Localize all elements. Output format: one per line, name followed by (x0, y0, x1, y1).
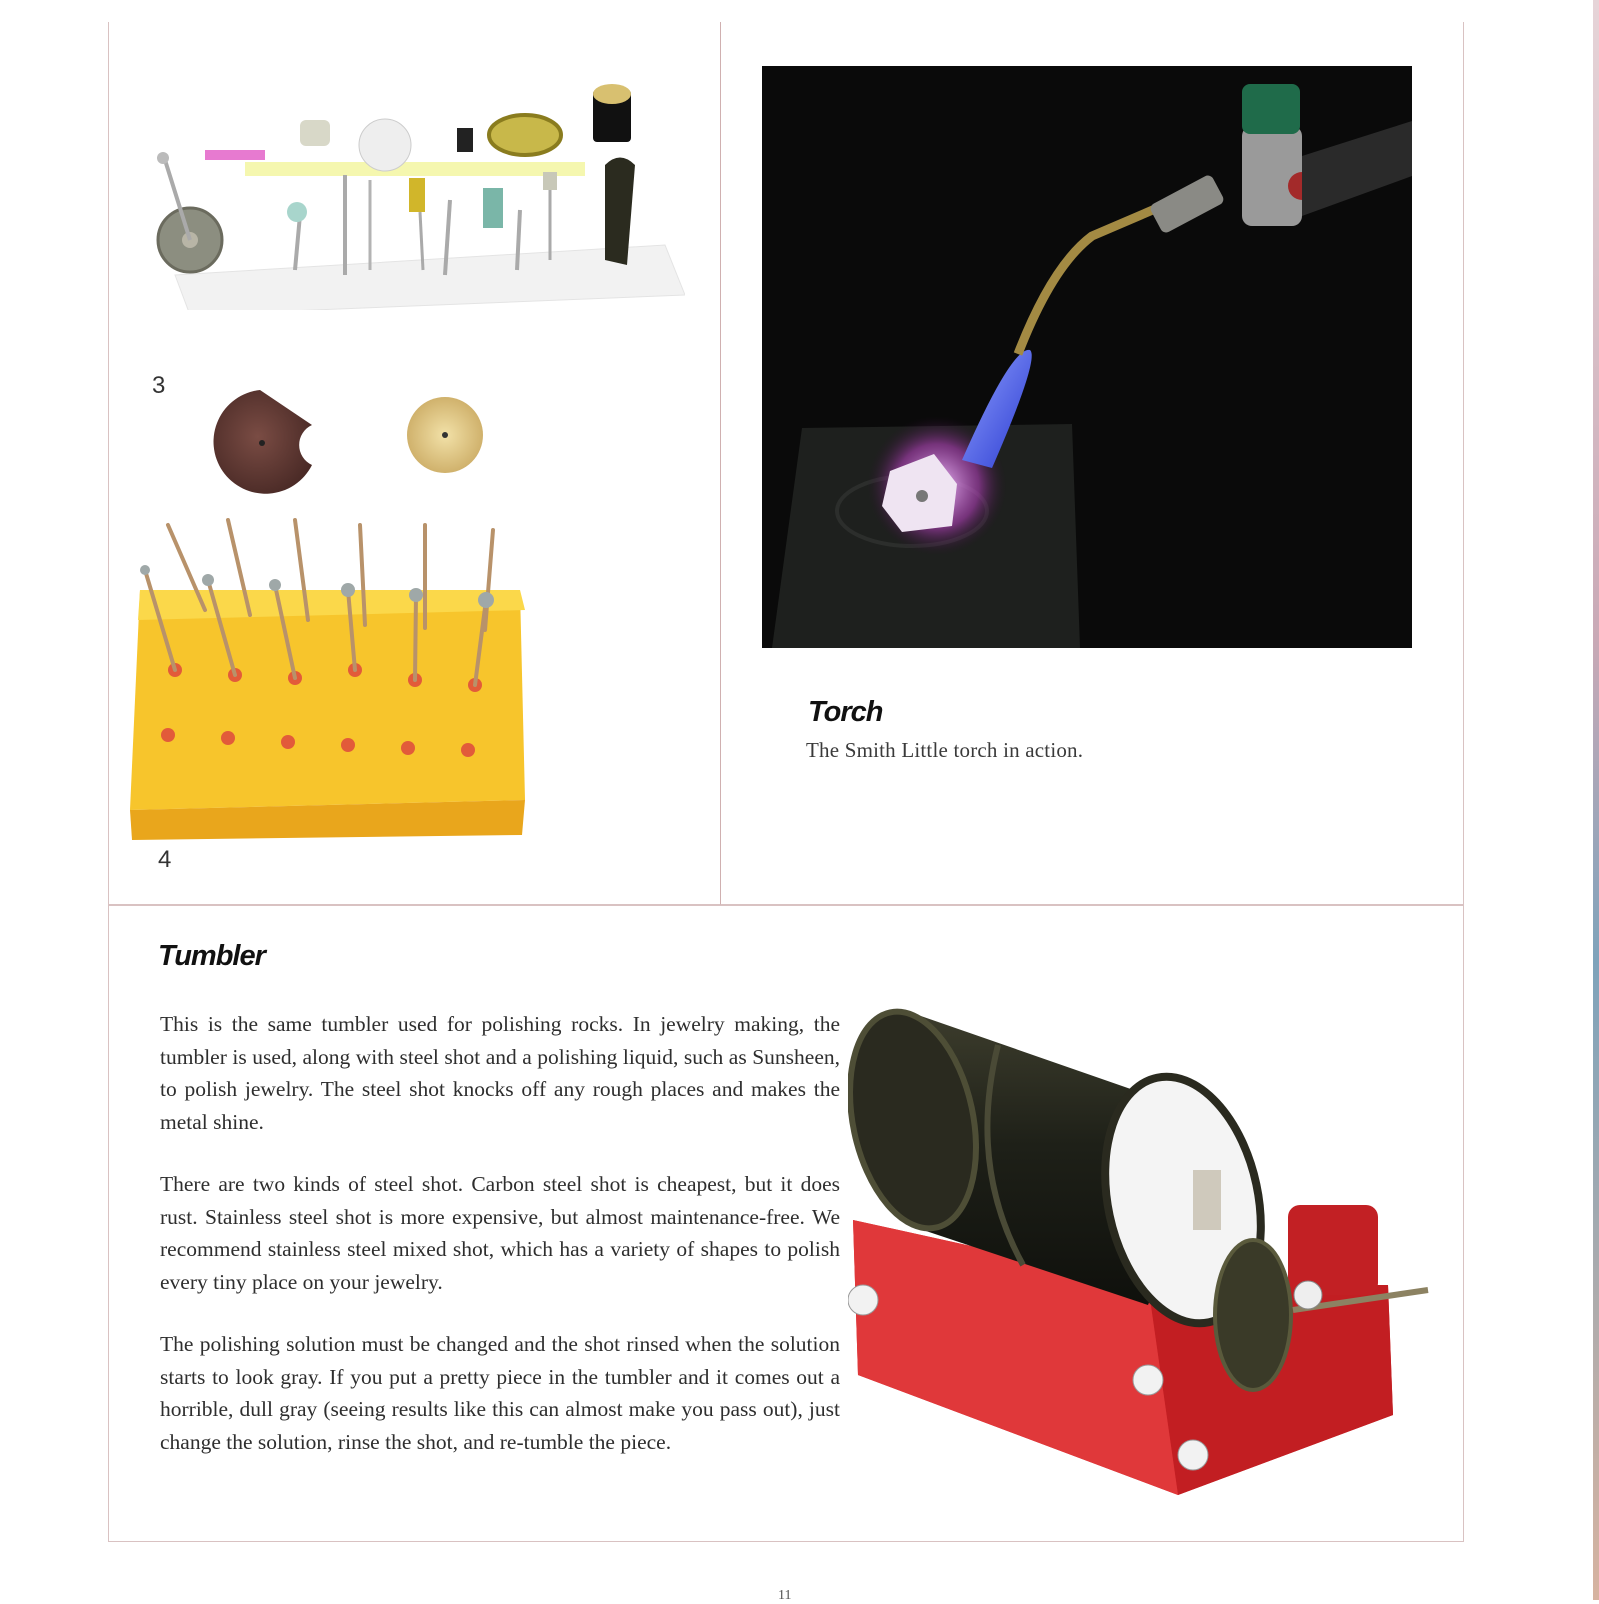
torch-title: Torch (808, 696, 883, 728)
tumbler-title: Tumbler (158, 940, 265, 972)
rotary-accessories-photo (145, 70, 685, 310)
polishing-wheels-photo (200, 385, 520, 505)
figure-number-3: 3 (152, 372, 166, 399)
figure-number-4: 4 (158, 846, 172, 873)
page-number: 11 (778, 1588, 792, 1603)
tumbler-paragraph-1: This is the same tumbler used for polishing rocks. In jewelry making, the tumbler is used, along with steel shot and a polishing liquid, such as Sunsheen, to polish jewelry. The steel shot knocks off any rough places and makes the metal shine. (160, 1012, 840, 1134)
torch-caption: The Smith Little torch in action. (806, 738, 1084, 762)
torch-photo (762, 66, 1412, 648)
tumbler-paragraph-2: There are two kinds of steel shot. Carbon steel shot is cheapest, but it does rust. Stainless steel shot is more expensive, but almost maintenance-free. We recommend stainless steel mixed shot, which has a variety of shapes to polish every tiny place on your jewelry. (160, 1172, 840, 1294)
bur-block-photo (120, 510, 540, 860)
page-edge-strip (1593, 0, 1599, 1600)
tumbler-paragraph-3: The polishing solution must be changed and the shot rinsed when the solution starts to look gray. If you put a pretty piece in the tumbler and it comes out a horrible, dull gray (seeing results like this can almost make you pass out), just change the solution, rinse the shot, and re-tumble the piece. (160, 1332, 840, 1454)
tumbler-photo (848, 985, 1438, 1505)
